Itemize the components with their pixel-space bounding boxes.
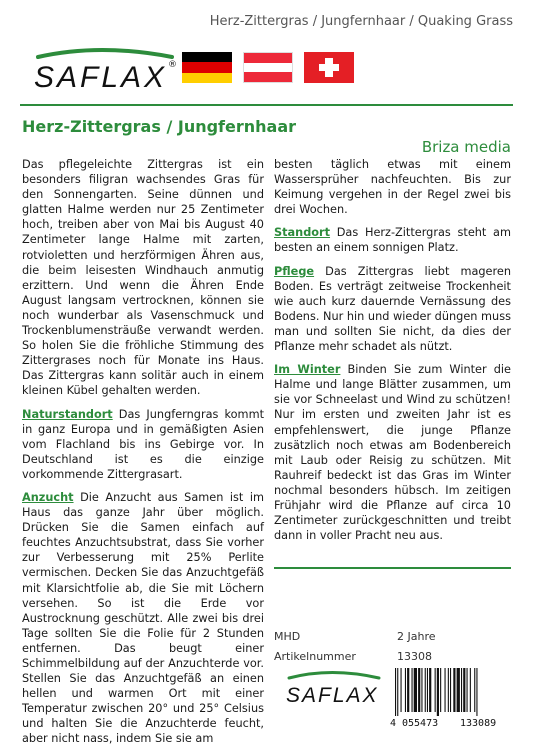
latin-name: Briza media (421, 138, 511, 156)
barcode-bar (412, 668, 413, 712)
saflax-logo (30, 45, 180, 93)
anzucht-heading: Anzucht (22, 490, 74, 504)
product-names-header: Herz-Zittergras / Jungfernhaar / Quaking Grass (209, 14, 513, 29)
standort-text: Das Herz-Zittergras steht am besten an einem sonnigen Platz. (274, 226, 511, 255)
barcode-bar (421, 668, 422, 712)
barcode-bar (461, 668, 462, 712)
barcode-bar (425, 668, 426, 712)
svg-text:®: ® (168, 60, 177, 70)
barcode-bar (414, 668, 417, 712)
barcode-bar (427, 668, 428, 712)
mhd-label: MHD (274, 630, 301, 643)
left-column (22, 157, 264, 747)
barcode-bar (429, 668, 431, 712)
mhd-value: 2 Jahre (397, 630, 436, 643)
anzucht-continuation: besten täglich etwas mit einem Wassersprüher nachfeuchten. Bis zur Keimung vergehen in der Regel zwei bis drei Wochen. (274, 158, 511, 217)
austria-flag-icon (243, 52, 293, 83)
barcode-group-2: 133089 (460, 718, 497, 729)
article-number-label: Artikelnummer (274, 650, 356, 663)
saflax-logo-small (283, 668, 383, 708)
barcode-bar (405, 668, 406, 712)
barcode-bar (448, 668, 449, 712)
header-divider (20, 104, 513, 106)
svg-text:SAFLAX: SAFLAX (286, 684, 379, 707)
pflege-text: Das Zittergras liebt mageren Boden. Es verträgt zeitweise Trockenheit wie auch kurz dauernde Vernässung des Bodens. Nur hin und wieder düngen muss man und sollten Sie nicht, da dies der Pflanze mehr schadet als nützt. (274, 264, 511, 354)
barcode-bar (476, 668, 477, 716)
barcode-group-1: 055473 (402, 718, 439, 729)
product-title: Herz-Zittergras / Jungfernhaar (22, 117, 297, 136)
standort-heading: Standort (274, 226, 331, 240)
naturstandort-paragraph (22, 407, 264, 482)
barcode-bar (395, 668, 396, 716)
barcode-bar (450, 668, 451, 712)
barcode (392, 668, 514, 716)
barcode-bar (463, 668, 465, 712)
barcode-bar (435, 668, 436, 712)
barcode-bar (440, 668, 441, 712)
naturstandort-heading: Naturstandort (22, 407, 113, 421)
barcode-lead-digit: 4 (390, 718, 397, 729)
article-number-value: 13308 (397, 650, 432, 663)
barcode-bar (397, 668, 398, 716)
winter-paragraph (274, 362, 511, 543)
winter-text: Binden Sie zum Winter die Halme und lange Blätter zusammen, um sie vor Schneelast und Wind zu schützen! Nur im ersten und zweiten Jahr ist es empfehlenswert, die junge Pflanze zusätzlich noch etwas am Bodenbereich mit Laub oder Reisig zu schützen. Mit Rauhreif bedeckt ist das Gras im Winter nochmal besonders hübsch. Im zeitigen Frühjahr wird die Pflanze auf circa 10 Zentimeter zurückgeschnitten und treibt dann in voller Pracht neu aus. (274, 363, 511, 543)
barcode-bar (453, 668, 455, 712)
barcode-bar (445, 668, 446, 712)
pflege-paragraph (274, 264, 511, 355)
barcode-bar (467, 668, 468, 712)
germany-flag-icon (182, 52, 232, 83)
barcode-bar (437, 668, 439, 716)
right-column (274, 157, 511, 543)
anzucht-paragraph (22, 490, 264, 747)
switzerland-flag-icon (304, 52, 354, 83)
naturstandort-text: Das Jungferngras kommt in ganz Europa und in gemäßigten Asien vom Flachland bis ins Gebirge vor. In Deutschland ist es die einzige vorkommende Zittergrasart. (22, 407, 264, 481)
svg-text:SAFLAX: SAFLAX (34, 61, 168, 93)
barcode-bar (457, 668, 460, 712)
winter-heading: Im Winter (274, 363, 341, 377)
section-divider (274, 567, 511, 569)
barcode-bar (407, 668, 409, 712)
barcode-bar (474, 668, 475, 712)
intro-paragraph: Das pflegeleichte Zittergras ist ein besonders filigran wachsendes Gras für den Sonnengarten. Seine dünnen und glatten Halme werden nur 25 Zentimeter hoch, treiben aber von Mai bis August 40 Zentimeter lange Halme mit zarten, rotvioletten und herzförmigen Ähren aus, die beim leisesten Windhauch anmutig erzittern. Und wenn die Ähren Ende August langsam vertrocknen, können sie noch wunderbar als Vasenschmuck und Trockenblumensträuße verwandt werden. So holen Sie die fröhliche Stimmung des Zittergrases noch für Monate ins Haus. Das Zittergras kann solitär auch in einem kleinen Kübel gehalten werden. (22, 158, 264, 398)
standort-paragraph (274, 225, 511, 255)
barcode-bar (418, 668, 420, 712)
anzucht-text: Die Anzucht aus Samen ist im Haus das ganze Jahr über möglich. Drücken Sie die Samen einfach auf feuchtes Anzuchtsubstrat, dass Sie vorher zur Verbesserung mit 25% Perlite vermischen. Decken Sie das Anzuchtgefäß mit Klarsichtfolie ab, die Sie mit Löchern versehen. So ist die Erde vor Austrocknung geschützt. Alle zwei bis drei Tage sollten Sie die Folie für 2 Stunden entfernen. Das beugt einer Schimmelbildung auf der Anzuchterde vor. Stellen Sie das Anzuchtgefäß an einen hellen und warmen Ort mit einer Temperatur zwischen 20° und 25° Celsius und halten Sie die Anzuchterde feucht, aber nicht nass, indem Sie sie am (22, 490, 264, 746)
barcode-bar (401, 668, 402, 712)
barcode-bar (470, 668, 471, 712)
pflege-heading: Pflege (274, 264, 315, 278)
